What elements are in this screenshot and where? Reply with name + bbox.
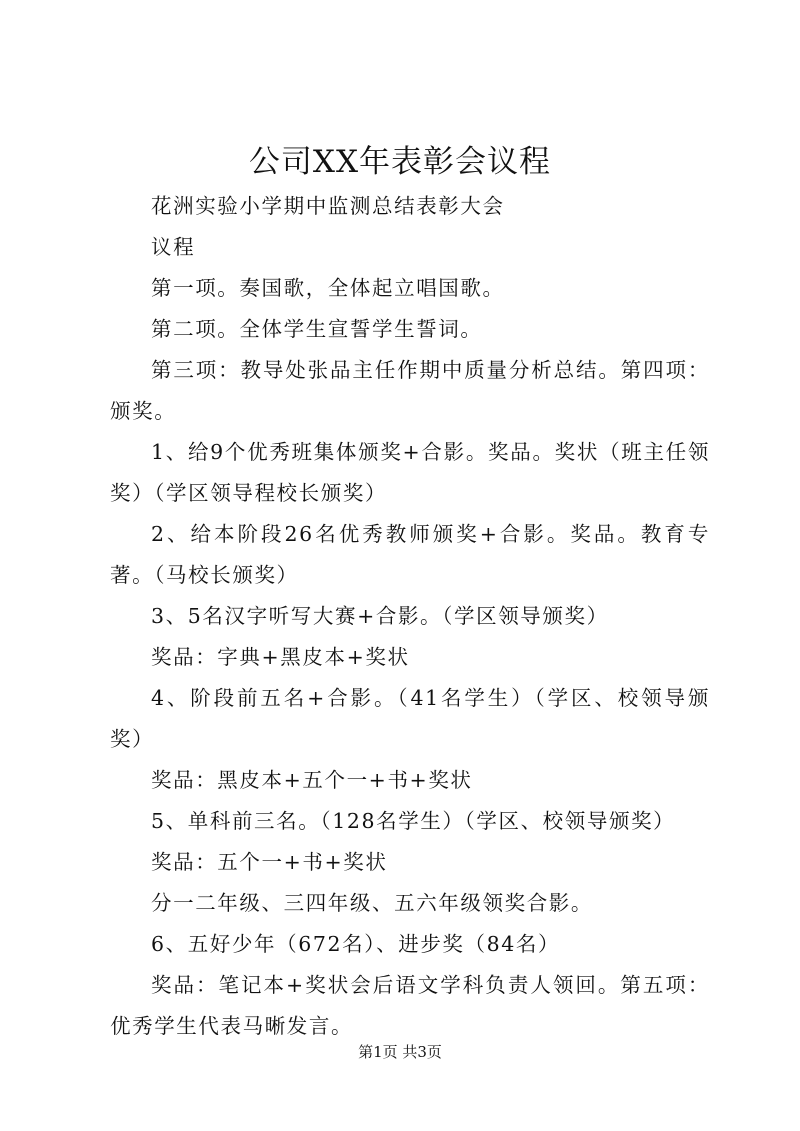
paragraph-school-event: 花洲实验小学期中监测总结表彰大会 xyxy=(151,194,505,218)
paragraph-award-1: 1、给9个优秀班集体颁奖+合影。奖品。奖状（班主任领奖）（学区领导程校长颁奖） xyxy=(110,440,710,505)
paragraph-item-2: 第二项。全体学生宣誓学生誓词。 xyxy=(151,317,483,341)
paragraph-prize-6-item-5: 奖品：笔记本+奖状会后语文学科负责人领回。第五项：优秀学生代表马晰发言。 xyxy=(110,973,710,1038)
paragraph-award-5: 5、单科前三名。（128名学生）（学区、校领导颁奖） xyxy=(151,809,676,833)
paragraph-prize-3: 奖品：字典+黑皮本+奖状 xyxy=(151,645,410,669)
page-number-footer: 第1页 共3页 xyxy=(358,1043,442,1061)
document-body xyxy=(110,186,710,1047)
paragraph-award-3: 3、5名汉字听写大赛+合影。（学区领导颁奖） xyxy=(151,604,609,628)
paragraph-award-4: 4、阶段前五名+合影。（41名学生）（学区、校领导颁奖） xyxy=(110,686,710,751)
paragraph-agenda-heading: 议程 xyxy=(151,235,196,259)
paragraph-award-6: 6、五好少年（672名）、进步奖（84名） xyxy=(151,932,561,956)
paragraph-prize-5: 奖品：五个一+书+奖状 xyxy=(151,850,388,874)
paragraph-award-2: 2、给本阶段26名优秀教师颁奖+合影。奖品。教育专著。（马校长颁奖） xyxy=(110,522,710,587)
paragraph-item-1: 第一项。奏国歌，全体起立唱国歌。 xyxy=(151,276,505,300)
paragraph-item-3-4: 第三项：教导处张品主任作期中质量分析总结。第四项：颁奖。 xyxy=(110,358,710,423)
paragraph-prize-4: 奖品：黑皮本+五个一+书+奖状 xyxy=(151,768,473,792)
paragraph-grade-groups: 分一二年级、三四年级、五六年级领奖合影。 xyxy=(151,891,593,915)
document-title: 公司XX年表彰会议程 xyxy=(248,144,552,180)
